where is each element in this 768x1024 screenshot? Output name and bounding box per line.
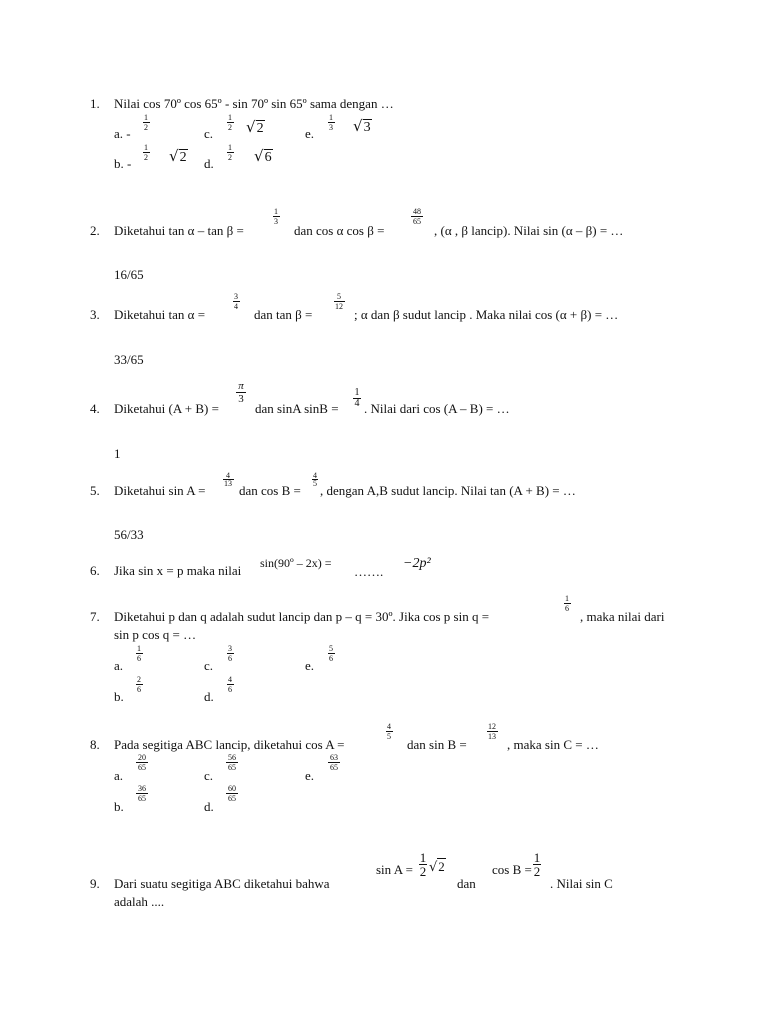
q8-fraction-12-13: 12 13 (488, 722, 496, 741)
q7-option-c: c. (204, 658, 214, 673)
q1-d-sqrt6: √6 (254, 147, 272, 165)
q7-fraction-1-6: 1 6 (565, 594, 569, 613)
q9-text-c: adalah .... (114, 894, 165, 909)
q7-text-c: sin p cos q = … (114, 627, 197, 642)
q4-text-b: dan sinA sinB = (255, 401, 339, 416)
q7-a-fraction: 1 6 (137, 644, 141, 663)
q7-option-a: a. (114, 658, 124, 673)
q9-text-dan: dan (457, 876, 476, 891)
q9-expr-cosB: cos B = (492, 862, 532, 877)
q8-text-c: , maka sin C = … (507, 737, 599, 752)
q9-sqrt2: √2 (429, 859, 445, 875)
q7-b-fraction: 2 6 (137, 675, 141, 694)
q3-text-c: ; α dan β sudut lancip . Maka nilai cos (α + β) = … (354, 307, 619, 322)
q1-e-fraction: 1 3 (329, 113, 333, 132)
q9-expr-sinA: sin A = (376, 862, 413, 877)
q9-number: 9. (90, 876, 100, 891)
q2-answer: 16/65 (114, 267, 144, 282)
q7-option-e: e. (305, 658, 315, 673)
q7-text-b: , maka nilai dari (580, 609, 665, 624)
q7-text-a: Diketahui p dan q adalah sudut lancip dan p – q = 30º. Jika cos p sin q = (114, 609, 490, 624)
q3-text-b: dan tan β = (254, 307, 313, 322)
q8-text-a: Pada segitiga ABC lancip, diketahui cos A = (114, 737, 345, 752)
q9-fraction-half-1: 1 2 (419, 850, 427, 879)
q7-option-d: d. (204, 689, 214, 704)
q9-text-b: . Nilai sin C (550, 876, 613, 891)
q2-fraction-48-65: 48 65 (413, 207, 421, 226)
q5-text-c: , dengan A,B sudut lancip. Nilai tan (A + B) = … (320, 483, 576, 498)
q5-text-b: dan cos B = (239, 483, 301, 498)
q1-option-b: b. - (114, 156, 132, 171)
q8-option-e: e. (305, 768, 315, 783)
q3-number: 3. (90, 307, 100, 322)
q1-c-sqrt2: √2 (246, 118, 264, 136)
q5-answer: 56/33 (114, 527, 144, 542)
q3-fraction-5-12: 5 12 (335, 292, 343, 311)
q7-c-fraction: 3 6 (228, 644, 232, 663)
q9-text-a: Dari suatu segitiga ABC diketahui bahwa (114, 876, 330, 891)
q8-option-b: b. (114, 799, 124, 814)
q8-option-a: a. (114, 768, 124, 783)
q2-number: 2. (90, 223, 100, 238)
q1-text: Nilai cos 70º cos 65º - sin 70º sin 65º sama dengan … (114, 96, 394, 111)
q5-fraction-4-13: 4 13 (224, 471, 232, 488)
q1-option-c: c. (204, 126, 214, 141)
q4-answer: 1 (114, 446, 121, 461)
q4-fraction-pi-3: π 3 (234, 380, 248, 405)
q2-text-c: , (α , β lancip). Nilai sin (α – β) = … (434, 223, 624, 238)
q1-option-d: d. (204, 156, 214, 171)
q1-option-e: e. (305, 126, 315, 141)
q1-d-fraction: 1 2 (228, 143, 232, 162)
q1-b-fraction: 1 2 (144, 143, 148, 162)
q8-b-fraction: 36 65 (138, 784, 146, 803)
q3-text-a: Diketahui tan α = (114, 307, 206, 322)
q4-text-a: Diketahui (A + B) = (114, 401, 219, 416)
q4-number: 4. (90, 401, 100, 416)
q3-fraction-3-4: 3 4 (234, 292, 238, 311)
q7-option-b: b. (114, 689, 124, 704)
q8-option-d: d. (204, 799, 214, 814)
q8-a-fraction: 20 65 (138, 753, 146, 772)
q1-b-sqrt2: √2 (169, 147, 187, 165)
q8-option-c: c. (204, 768, 214, 783)
q8-number: 8. (90, 737, 100, 752)
q7-number: 7. (90, 609, 100, 624)
q1-a-fraction: 1 2 (144, 113, 148, 132)
q6-answer: −2p² (403, 556, 431, 571)
q8-d-fraction: 60 65 (228, 784, 236, 803)
q8-c-fraction: 56 65 (228, 753, 236, 772)
q6-expression: sin(90º – 2x) = (260, 556, 332, 570)
q1-e-sqrt3: √3 (353, 117, 371, 135)
q7-e-fraction: 5 6 (329, 644, 333, 663)
q6-number: 6. (90, 563, 100, 578)
q5-fraction-4-5: 4 5 (313, 471, 317, 488)
q6-text-a: Jika sin x = p maka nilai (114, 563, 242, 578)
q2-text-a: Diketahui tan α – tan β = (114, 223, 244, 238)
q1-option-a: a. - (114, 126, 131, 141)
q3-answer: 33/65 (114, 352, 144, 367)
q8-e-fraction: 63 65 (330, 753, 338, 772)
q6-dots: ……. (354, 564, 384, 579)
q8-fraction-4-5: 4 5 (387, 722, 391, 741)
q5-number: 5. (90, 483, 100, 498)
q2-fraction-1-3: 1 3 (274, 207, 278, 226)
q4-fraction-1-4: 1 4 (354, 387, 360, 409)
q1-c-fraction: 1 2 (228, 113, 232, 132)
q7-d-fraction: 4 6 (228, 675, 232, 694)
q5-text-a: Diketahui sin A = (114, 483, 206, 498)
q2-text-b: dan cos α cos β = (294, 223, 385, 238)
q8-text-b: dan sin B = (407, 737, 467, 752)
q4-text-c: . Nilai dari cos (A – B) = … (364, 401, 510, 416)
q1-number: 1. (90, 96, 100, 111)
q9-fraction-half-2: 1 2 (533, 850, 541, 879)
